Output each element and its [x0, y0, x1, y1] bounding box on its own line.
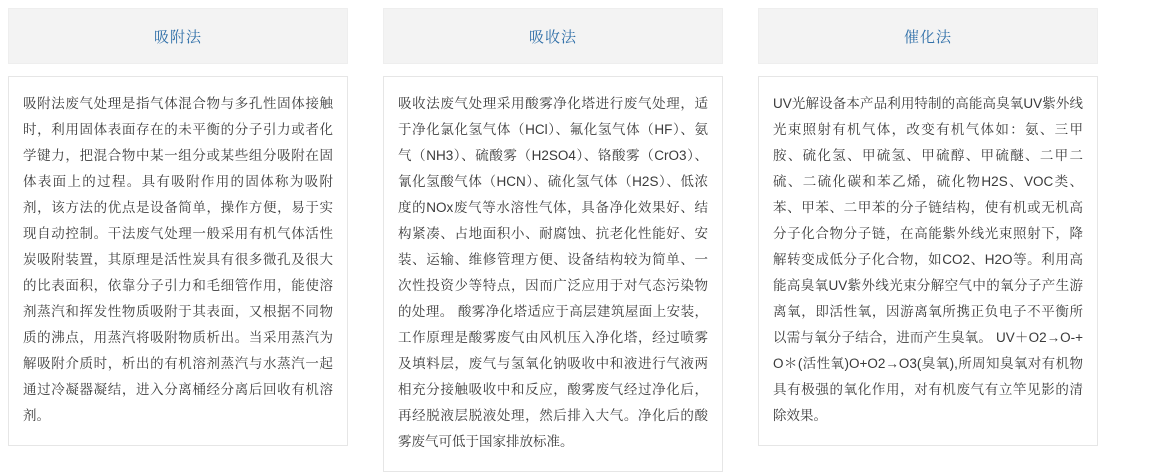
column-title: 吸收法 [528, 28, 577, 46]
column-catalysis [758, 8, 1098, 446]
column-paragraph: 吸收法废气处理采用酸雾净化塔进行废气处理，适于净化氯化氢气体（HCl）、氟化氢气体（HF）、氨气（NH3）、硫酸雾（H2SO4）、铬酸雾（CrO3）、氰化氢酸气体（HCN）、硫化氢气体（H2S）、低浓度的NOx废气等水溶性气体，具备净化效果好、结构紧凑、占地面积小、耐腐蚀、抗老化性能好、安装、运输、维修管理方便、设备结构较为简单、一次性投资少等特点，因而广泛应用于对气态污染物的处理。 酸雾净化塔适应于高层建筑屋面上安装，工作原理是酸雾废气由风机压入净化塔，经过喷雾及填料层，废气与氢氧化钠吸收中和液进行气液两相充分接触吸收中和反应，酸雾废气经过净化后，再经脱液层脱液处理，然后排入大气。净化后的酸雾废气可低于国家排放标准。 [398, 96, 708, 449]
column-header-adsorption [8, 8, 348, 64]
column-body-catalysis [758, 76, 1098, 446]
column-title: 催化法 [903, 28, 952, 46]
column-adsorption [8, 8, 348, 446]
column-absorption [383, 8, 723, 472]
column-body-adsorption [8, 76, 348, 446]
column-header-absorption [383, 8, 723, 64]
column-body-absorption [383, 76, 723, 472]
column-paragraph: UV光解设备本产品利用特制的高能高臭氧UV紫外线光束照射有机气体，改变有机气体如：氨、三甲胺、硫化氢、甲硫氢、甲硫醇、甲硫醚、二甲二硫、二硫化碳和苯乙烯，硫化物H2S、VOC类、苯、甲苯、二甲苯的分子链结构，使有机或无机高分子化合物分子链，在高能紫外线光束照射下，降解转变成低分子化合物，如CO2、H2O等。利用高能高臭氧UV紫外线光束分解空气中的氧分子产生游离氧，即活性氧，因游离氧所携正负电子不平衡所以需与氧分子结合，进而产生臭氧。 UV＋O2→O-+O＊(活性氧)O+O2→O3(臭氧),所周知臭氧对有机物具有极强的氧化作用，对有机废气有立竿见影的清除效果。 [773, 96, 1083, 423]
column-header-catalysis [758, 8, 1098, 64]
column-paragraph: 吸附法废气处理是指气体混合物与多孔性固体接触时，利用固体表面存在的未平衡的分子引力或者化学键力，把混合物中某一组分或某些组分吸附在固体表面上的过程。具有吸附作用的固体称为吸附剂，该方法的优点是设备简单，操作方便，易于实现自动控制。干法废气处理一般采用有机气体活性炭吸附装置，其原理是活性炭具有很多微孔及很大的比表面积，依靠分子引力和毛细管作用，能使溶剂蒸汽和挥发性物质吸附于其表面，又根据不同物质的沸点，用蒸汽将吸附物质析出。当采用蒸汽为解吸附介质时，析出的有机溶剂蒸汽与水蒸汽一起通过冷凝器凝结，进入分离桶经分离后回收有机溶剂。 [23, 96, 333, 423]
column-title: 吸附法 [153, 28, 202, 46]
